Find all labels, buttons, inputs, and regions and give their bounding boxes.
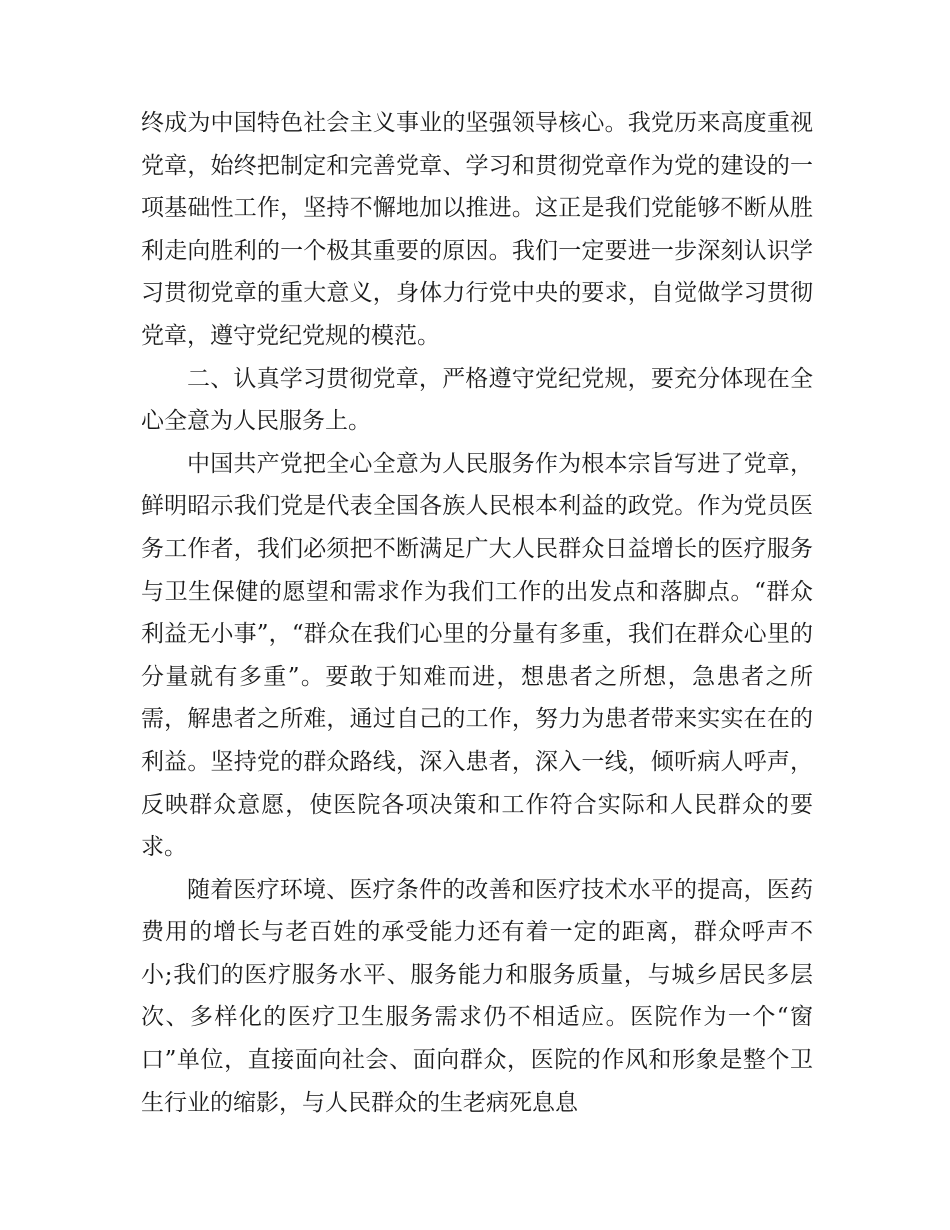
paragraph-continuation: 终成为中国特色社会主义事业的坚强领导核心。我党历来高度重视党章，始终把制定和完善党章、学习和贯彻党章作为党的建设的一项基础性工作，坚持不懈地加以推进。这正是我们党能够不断从胜利走向胜利的一个极其重要的原因。我们一定要进一步深刻认识学习贯彻党章的重大意义，身体力行党中央的要求，自觉做学习贯彻党章，遵守党纪党规的模范。 (141, 110, 813, 349)
paragraph-body: 中国共产党把全心全意为人民服务作为根本宗旨写进了党章，鲜明昭示我们党是代表全国各族人民根本利益的政党。作为党员医务工作者，我们必须把不断满足广大人民群众日益增长的医疗服务与卫生保健的愿望和需求作为我们工作的出发点和落脚点。“群众利益无小事”，“群众在我们心里的分量有多重，我们在群众心里的分量就有多重”。要敢于知难而进，想患者之所想，急患者之所需，解患者之所难，通过自己的工作，努力为患者带来实实在在的利益。坚持党的群众路线，深入患者，深入一线，倾听病人呼声，反映群众意愿，使医院各项决策和工作符合实际和人民群众的要求。 (141, 450, 813, 861)
paragraph-body: 随着医疗环境、医疗条件的改善和医疗技术水平的提高，医药费用的增长与老百姓的承受能力还有着一定的距离，群众呼声不小;我们的医疗服务水平、服务能力和服务质量，与城乡居民多层次、多样化的医疗卫生服务需求仍不相适应。医院作为一个“窗口”单位，直接面向社会、面向群众，医院的作风和形象是整个卫生行业的缩影，与人民群众的生老病死息息 (141, 876, 813, 1116)
paragraph-section-heading: 二、认真学习贯彻党章，严格遵守党纪党规，要充分体现在全心全意为人民服务上。 (141, 365, 813, 435)
document-page (141, 102, 813, 1124)
